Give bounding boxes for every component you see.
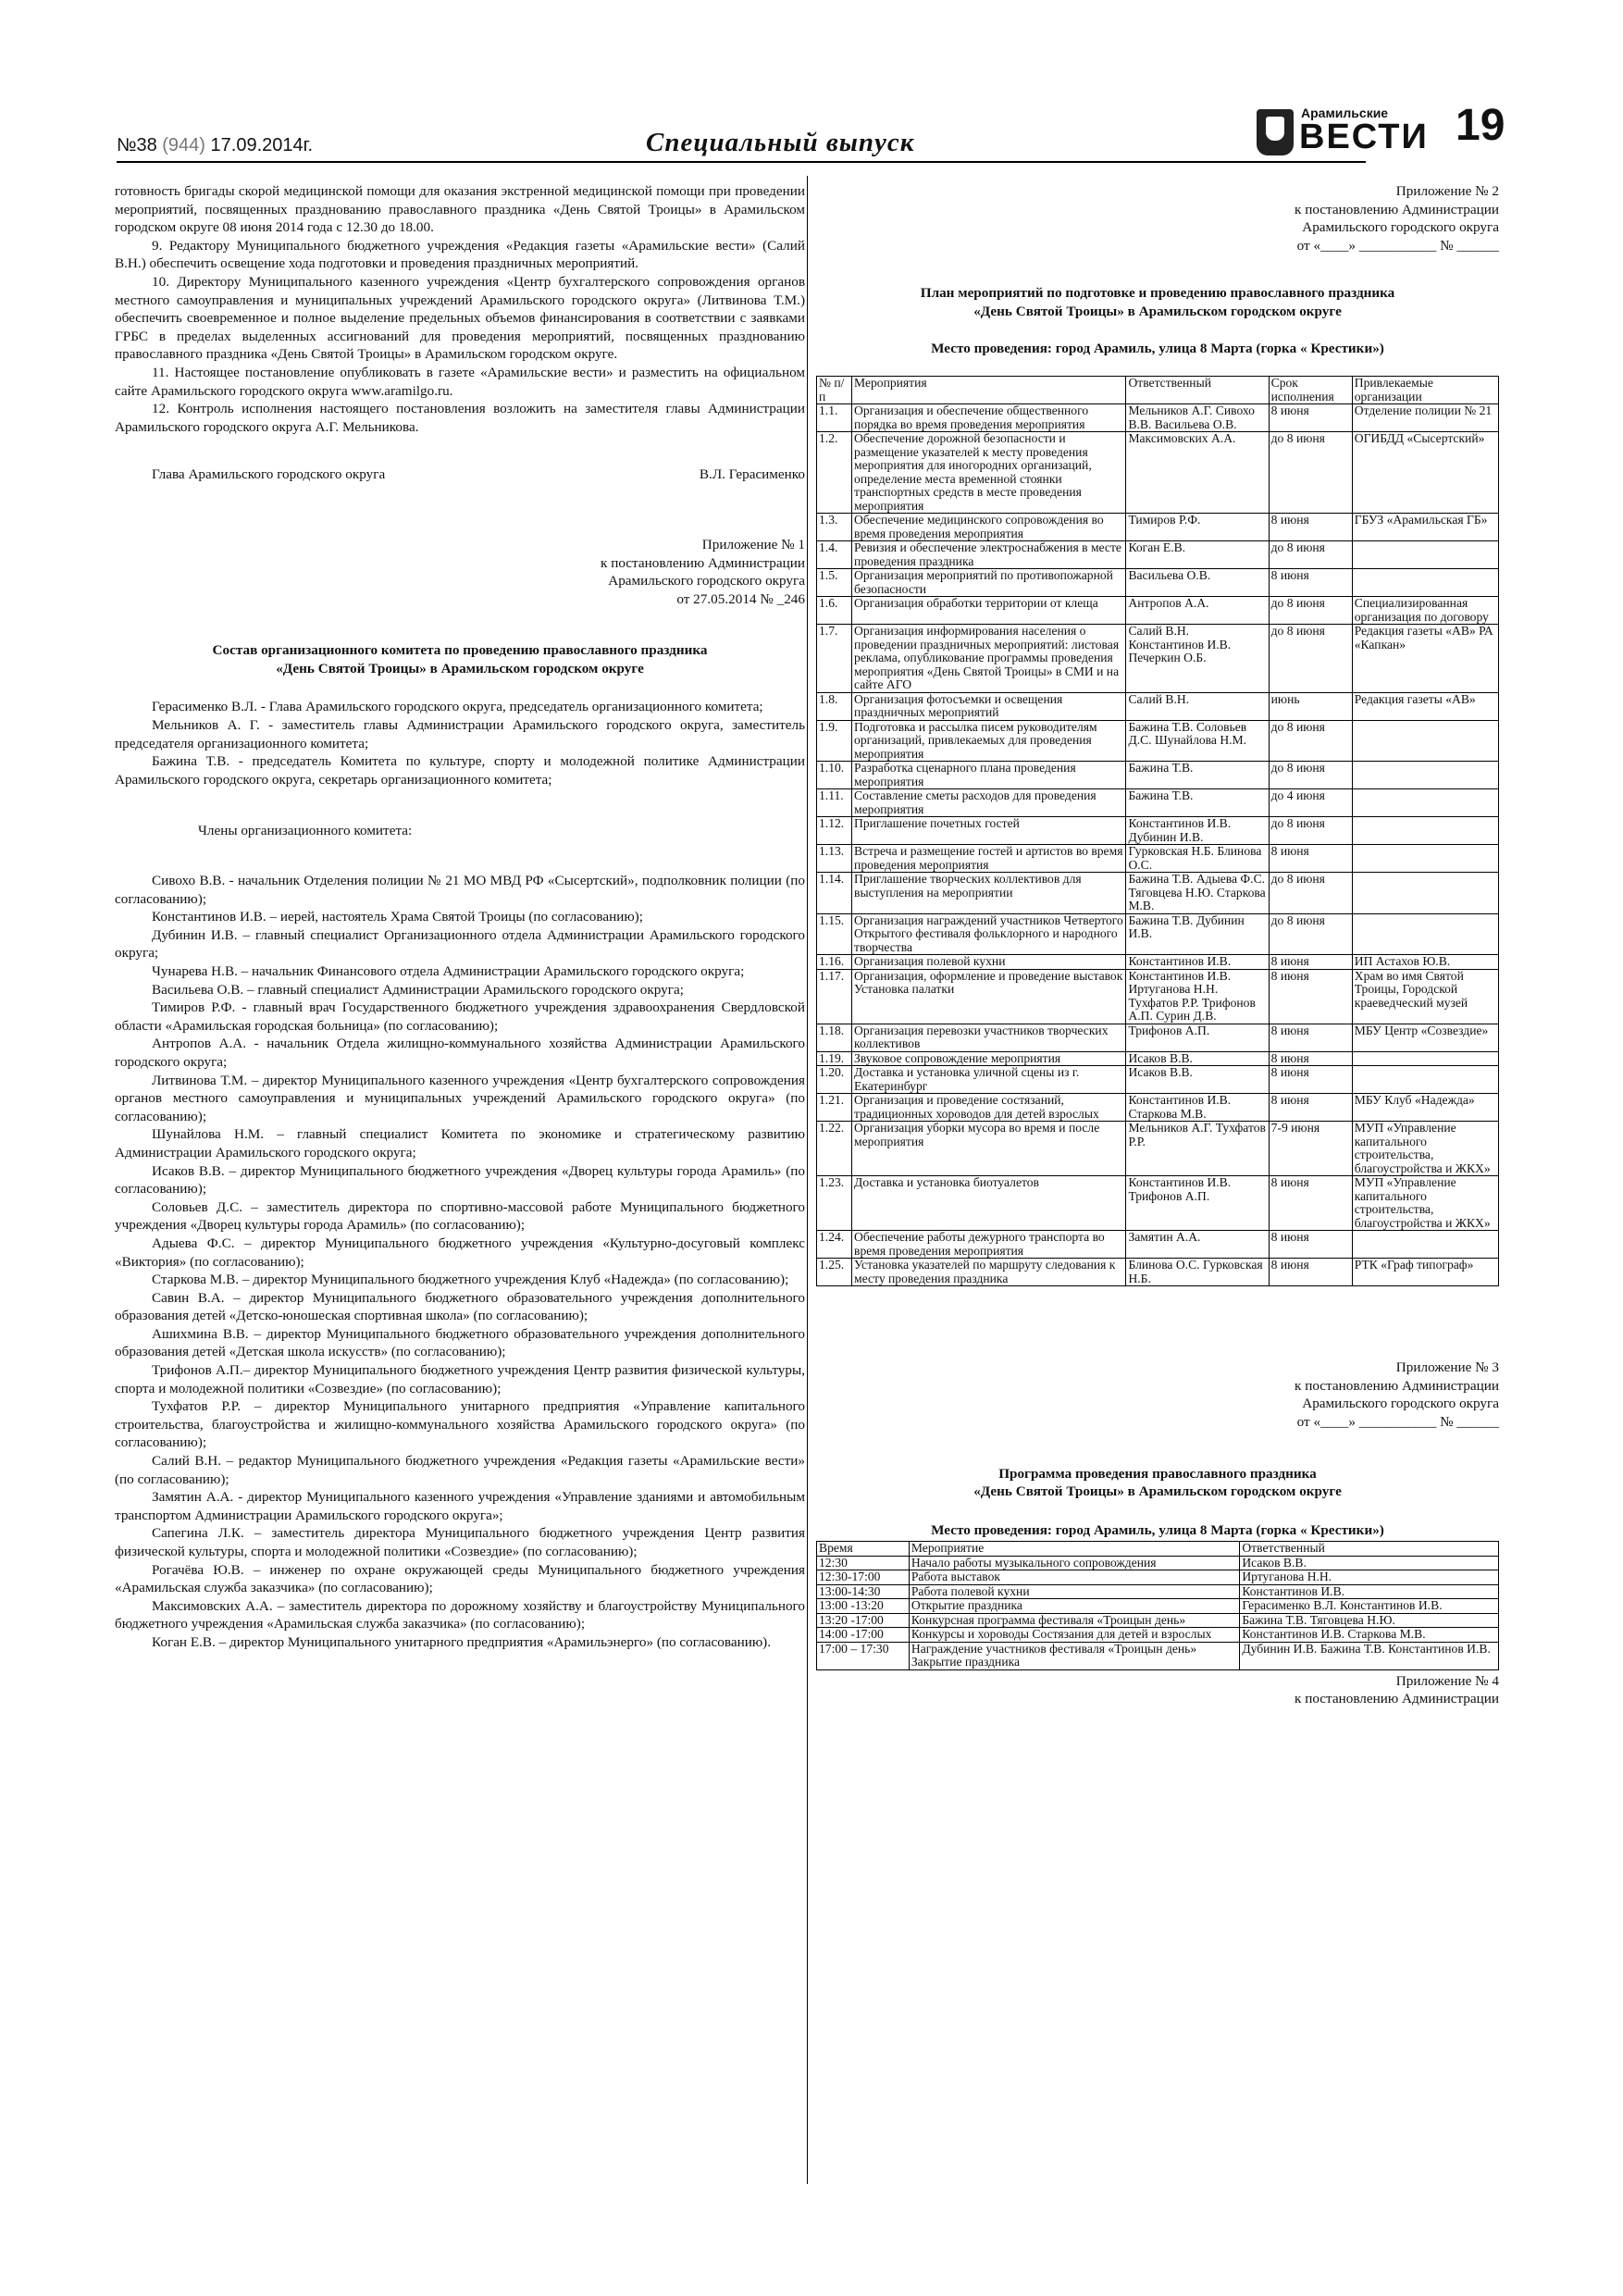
table-cell: до 8 июня [1269,541,1352,569]
table-cell: 1.11. [817,789,852,817]
table-cell: 1.15. [817,913,852,955]
table-cell: ГБУЗ «Арамильская ГБ» [1352,514,1498,541]
table-cell: Конкурсы и хороводы Состязания для детей и взрослых [909,1628,1239,1643]
table-cell: до 8 июня [1269,873,1352,914]
table-cell [1352,817,1498,845]
program-table-row [817,1556,1499,1570]
decree-paragraph: готовность бригады скорой медицинской помощи для оказания экстренной медицинской помощи при проведении мероприятий, посвященных празднованию православного праздника «День Святой Троицы» в Арамильском городском округе 08 июня 2014 года с 12.30 до 18.00. [115,183,805,236]
appendix-2-label: Приложение № 2 [1395,183,1499,199]
table-cell [1352,789,1498,817]
table-cell: Организация награждений участников Четвертого Открытого фестиваля фольклорного и народного творчества [852,913,1126,955]
table-cell: Антропов А.А. [1126,597,1269,625]
plan-title-line: План мероприятий по подготовке и проведению православного праздника [920,285,1395,302]
program-table [816,1541,1499,1670]
committee-member: Константинов И.В. – иерей, настоятель Храма Святой Троицы (по согласованию); [152,909,643,925]
committee-leader: Мельников А. Г. - заместитель главы Администрации Арамильского городского округа, заместитель председателя организационного комитета; [115,717,805,751]
table-cell: Бажина Т.В. Тяговцева Н.Ю. [1240,1613,1499,1628]
table-cell: Доставка и установка уличной сцены из г. Екатеринбург [852,1066,1126,1094]
table-cell: 13:00-14:30 [817,1584,910,1599]
signature-line [152,465,805,484]
committee-member: Салий В.Н. – редактор Муниципального бюджетного учреждения «Редакция газеты «Арамильские вести» (по согласованию); [115,1453,805,1487]
table-cell: 8 июня [1269,1024,1352,1051]
table-cell: 1.21. [817,1094,852,1122]
header-rule [117,161,1366,163]
table-cell: Бажина Т.В. Соловьев Д.С. Шунайлова Н.М. [1126,720,1269,762]
table-cell: Иртуганова Н.Н. [1240,1570,1499,1585]
column-header: Ответственный [1126,377,1269,404]
program-table-header [817,1542,1499,1557]
committee-member: Трифонов А.П.– директор Муниципального бюджетного учреждения Центр развития физической культуры, спорта и молодежной политики «Созвездие» (по согласованию); [115,1362,805,1396]
table-cell: 1.7. [817,625,852,693]
committee-member: Литвинова Т.М. – директор Муниципального казенного учреждения «Центр бухгалтерского сопровождения органов местного самоуправления и муниципальных учреждений Арамильского городского округа» (по согласованию); [115,1072,805,1124]
table-cell: 1.12. [817,817,852,845]
table-cell: Дубинин И.В. Бажина Т.В. Константинов И.В. [1240,1642,1499,1669]
signature-name: В.Л. Герасименко [699,466,805,483]
committee-member: Дубинин И.В. – главный специалист Организационного отдела Администрации Арамильского городского округа; [115,926,805,962]
plan-table-header [817,377,1499,404]
signature-title: Глава Арамильского городского округа [152,466,386,483]
appendix-4-label: Приложение № 4 [1395,1672,1499,1689]
appendix-2-line: к постановлению Администрации [1295,201,1499,217]
column-header: Привлекаемые организации [1352,377,1498,404]
table-cell: Начало работы музыкального сопровождения [909,1556,1239,1570]
committee-leader: Бажина Т.В. - председатель Комитета по культуре, спорту и молодежной политике Администрации Арамильского городского округа, секретарь организационного комитета; [115,753,805,788]
table-cell: 1.13. [817,845,852,873]
table-cell: Приглашение творческих коллективов для выступления на мероприятии [852,873,1126,914]
plan-table-row [817,541,1499,569]
plan-table-row [817,514,1499,541]
plan-table-row [817,1094,1499,1122]
table-cell: Храм во имя Святой Троицы, Городской краеведческий музей [1352,969,1498,1024]
table-cell: 1.8. [817,692,852,720]
committee-title-line: Состав организационного комитета по проведению православного праздника [212,642,708,659]
table-cell: Блинова О.С. Гурковская Н.Б. [1126,1259,1269,1286]
plan-table-row [817,692,1499,720]
plan-table-row [817,720,1499,762]
plan-table-row [817,845,1499,873]
plan-table-row [817,404,1499,432]
members-heading: Члены организационного комитета: [198,823,413,839]
table-cell: Гурковская Н.Б. Блинова О.С. [1126,845,1269,873]
program-table-row [817,1570,1499,1585]
table-cell: ИП Астахов Ю.В. [1352,955,1498,970]
table-cell: 13:00 -13:20 [817,1599,910,1614]
table-cell: Замятин А.А. [1126,1231,1269,1259]
table-cell: Встреча и размещение гостей и артистов во время проведения мероприятия [852,845,1126,873]
plan-place: Место проведения: город Арамиль, улица 8 Марта (горка « Крестики») [931,340,1384,356]
committee-member: Антропов А.А. - начальник Отдела жилищно-коммунального хозяйства Администрации Арамильского городского округа; [115,1036,805,1070]
table-cell: до 4 июня [1269,789,1352,817]
table-cell: Работа выставок [909,1570,1239,1585]
table-cell: 1.3. [817,514,852,541]
newspaper-logo [1257,100,1442,155]
committee-member: Савин В.А. – директор Муниципального бюджетного образовательного учреждения дополнительного образования детей «Детско-юношеская спортивная школа» (по согласованию); [115,1289,805,1324]
table-cell: 1.14. [817,873,852,914]
table-cell: Организация обработки территории от клеща [852,597,1126,625]
plan-table-row [817,569,1499,597]
table-cell: Исаков В.В. [1240,1556,1499,1570]
table-cell: Организация и проведение состязаний, традиционных хороводов для детей взрослых [852,1094,1126,1122]
column-header: № п/п [817,377,852,404]
table-cell: 14:00 -17:00 [817,1628,910,1643]
logo-top-text: Арамильские [1301,105,1389,120]
table-cell: Открытие праздника [909,1599,1239,1614]
committee-member: Адыева Ф.С. – директор Муниципального бюджетного учреждения «Культурно-досуговый комплекс «Виктория» (по согласованию); [115,1235,805,1270]
table-cell: Организация, оформление и проведение выставок Установка палатки [852,969,1126,1024]
table-cell: Конкурсная программа фестиваля «Троицын день» [909,1613,1239,1628]
appendix-4-block [816,1672,1499,1708]
plan-table-row [817,1051,1499,1066]
table-cell: Тимиров Р.Ф. [1126,514,1269,541]
table-cell: 1.5. [817,569,852,597]
table-cell: Максимовских А.А. [1126,432,1269,514]
appendix-1-line: Арамильского городского округа [608,573,805,590]
table-cell: Салий В.Н. Константинов И.В. Печеркин О.Б. [1126,625,1269,693]
committee-member: Чунарева Н.В. – начальник Финансового отдела Администрации Арамильского городского округа; [152,963,745,979]
table-cell: Бажина Т.В. Адыева Ф.С. Тяговцева Н.Ю. Старкова М.В. [1126,873,1269,914]
committee-member: Сапегина Л.К. – заместитель директора Муниципального бюджетного учреждения Центр развития физической культуры, спорта и молодежной политики «Созвездие» (по согласованию); [115,1525,805,1559]
committee-members [115,872,805,1652]
table-cell: Обеспечение работы дежурного транспорта во время проведения мероприятия [852,1231,1126,1259]
plan-title [816,284,1499,320]
committee-leaders [115,698,805,788]
table-cell: 1.20. [817,1066,852,1094]
table-cell: Константинов И.В. [1240,1584,1499,1599]
committee-member: Тухфатов Р.Р. – директор Муниципального унитарного предприятия «Управление капитального строительства, благоустройства и жилищно-коммунального хозяйства Арамильского городского округа» (по согласованию); [115,1398,805,1451]
table-cell: Установка указателей по маршруту следования к месту проведения праздника [852,1259,1126,1286]
table-cell: до 8 июня [1269,817,1352,845]
table-cell: Салий В.Н. [1126,692,1269,720]
column-header: Время [817,1542,910,1557]
table-cell: 8 июня [1269,1066,1352,1094]
page-number: 19 [1456,101,1505,150]
plan-table-row [817,597,1499,625]
table-cell: Обеспечение дорожной безопасности и размещение указателей к месту проведения мероприятия для иногородних организаций, определение места временной стоянки транспортных средств в месте проведения мероприятия [852,432,1126,514]
column-header: Срок исполнения [1269,377,1352,404]
plan-table-row [817,625,1499,693]
program-title-line: «День Святой Троицы» в Арамильском городском округе [973,1483,1342,1500]
table-cell: Организация информирования населения о проведении праздничных мероприятий: листовая реклама, опубликование программы проведения мероприятия «День Святой Троицы» в СМИ и на сайте АГО [852,625,1126,693]
table-cell: Бажина Т.В. [1126,789,1269,817]
table-cell: ОГИБДД «Сысертский» [1352,432,1498,514]
issue-date: 17.09.2014г. [210,135,314,155]
table-cell: 8 июня [1269,1231,1352,1259]
plan-table-row [817,1259,1499,1286]
column-header: Ответственный [1240,1542,1499,1557]
table-cell: 1.18. [817,1024,852,1051]
table-cell [1352,541,1498,569]
plan-table-row [817,1231,1499,1259]
table-cell: 1.19. [817,1051,852,1066]
table-cell: Доставка и установка биотуалетов [852,1176,1126,1231]
table-cell: 8 июня [1269,969,1352,1024]
table-cell [1352,1066,1498,1094]
table-cell: Редакция газеты «АВ» [1352,692,1498,720]
appendix-3-label: Приложение № 3 [1395,1359,1499,1376]
appendix-2-block [816,182,1499,254]
table-cell: Отделение полиции № 21 [1352,404,1498,432]
plan-title-line: «День Святой Троицы» в Арамильском городском округе [973,303,1342,319]
table-cell: 8 июня [1269,1259,1352,1286]
program-title [816,1465,1499,1501]
table-cell: Мельников А.Г. Сивохо В.В. Васильева О.В. [1126,404,1269,432]
table-cell: Константинов И.В. [1126,955,1269,970]
appendix-3-line: Арамильского городского округа [1302,1396,1499,1412]
table-cell: Васильева О.В. [1126,569,1269,597]
table-cell: Подготовка и рассылка писем руководителям организаций, привлекаемых для проведения мероприятия [852,720,1126,762]
table-cell: Специализированная организация по договору [1352,597,1498,625]
table-cell: Организация и обеспечение общественного порядка во время проведения мероприятия [852,404,1126,432]
program-table-row [817,1599,1499,1614]
table-cell: Константинов И.В. Дубинин И.В. [1126,817,1269,845]
table-cell: 12:30-17:00 [817,1570,910,1585]
table-cell: Константинов И.В. Трифонов А.П. [1126,1176,1269,1231]
appendix-3-line: от «____» ___________ № ______ [1296,1413,1499,1430]
table-cell: Коган Е.В. [1126,541,1269,569]
table-cell: МБУ Центр «Созвездие» [1352,1024,1498,1051]
table-cell: Награждение участников фестиваля «Троицын день» Закрытие праздника [909,1642,1239,1669]
column-divider [807,176,808,2184]
table-cell: до 8 июня [1269,913,1352,955]
table-cell: до 8 июня [1269,432,1352,514]
table-cell: 1.25. [817,1259,852,1286]
program-table-row [817,1584,1499,1599]
table-cell: 8 июня [1269,1094,1352,1122]
table-cell: 8 июня [1269,955,1352,970]
decree-paragraph: 12. Контроль исполнения настоящего постановления возложить на заместителя главы Администрации Арамильского городского округа А.Г. Мельникова. [115,401,805,435]
appendix-2-line: от «____» ___________ № ______ [1296,237,1499,254]
program-title-line: Программа проведения православного праздника [998,1465,1317,1482]
table-cell [1352,913,1498,955]
table-cell: 1.23. [817,1176,852,1231]
section-title: Специальный выпуск [646,128,915,157]
committee-member: Сивохо В.В. - начальник Отделения полиции № 21 МО МВД РФ «Сысертский», подполковник полиции (по согласованию); [115,873,805,907]
appendix-1-label: Приложение № 1 [701,536,805,552]
table-cell: 8 июня [1269,1176,1352,1231]
plan-table-row [817,913,1499,955]
committee-member: Коган Е.В. – директор Муниципального унитарного предприятия «Арамильэнерго» (по согласованию). [152,1633,772,1650]
table-cell: Обеспечение медицинского сопровождения во время проведения мероприятия [852,514,1126,541]
table-cell: 8 июня [1269,404,1352,432]
page-header [109,100,1516,165]
program-place: Место проведения: город Арамиль, улица 8 Марта (горка « Крестики») [931,1521,1384,1538]
table-cell: 1.10. [817,762,852,789]
plan-table-row [817,817,1499,845]
table-cell: Бажина Т.В. Дубинин И.В. [1126,913,1269,955]
table-cell: МУП «Управление капитального строительства, благоустройства и ЖКХ» [1352,1122,1498,1176]
table-cell: 1.16. [817,955,852,970]
table-cell [1352,1231,1498,1259]
plan-table-row [817,1122,1499,1176]
appendix-2-line: Арамильского городского округа [1302,219,1499,236]
table-cell: до 8 июня [1269,762,1352,789]
coat-of-arms-icon [1257,109,1294,155]
table-cell: до 8 июня [1269,597,1352,625]
table-cell: МУП «Управление капитального строительства, благоустройства и ЖКХ» [1352,1176,1498,1231]
table-cell: 1.6. [817,597,852,625]
table-cell: 8 июня [1269,514,1352,541]
table-cell: Константинов И.В. Старкова М.В. [1240,1628,1499,1643]
issue-total-number: (944) [162,135,205,155]
decree-paragraph: 11. Настоящее постановление опубликовать в газете «Арамильские вести» и разместить на официальном сайте Арамильского городского округа www.aramilgo.ru. [115,364,805,399]
logo-brand-text: ВЕСТИ [1299,118,1429,156]
committee-member: Ашихмина В.В. – директор Муниципального бюджетного образовательного учреждения дополнительного образования детей «Детская школа искусств» (по согласованию); [115,1325,805,1360]
table-cell: Исаков В.В. [1126,1066,1269,1094]
table-cell: МБУ Клуб «Надежда» [1352,1094,1498,1122]
table-cell: Приглашение почетных гостей [852,817,1126,845]
table-cell: 17:00 – 17:30 [817,1642,910,1669]
table-cell: до 8 июня [1269,720,1352,762]
table-cell: 1.4. [817,541,852,569]
issue-number: №38 [117,135,157,155]
committee-member: Соловьев Д.С. – заместитель директора по спортивно-массовой работе Муниципального бюджетного учреждения «Дворец культуры города Арамиль» (по согласованию); [115,1198,805,1234]
table-cell: Организация мероприятий по противопожарной безопасности [852,569,1126,597]
table-cell [1352,720,1498,762]
table-cell: Мельников А.Г. Тухфатов Р.Р. [1126,1122,1269,1176]
program-table-row [817,1642,1499,1669]
plan-table-row [817,873,1499,914]
table-cell: Организация уборки мусора во время и после мероприятия [852,1122,1126,1176]
appendix-4-line: к постановлению Администрации [1295,1691,1499,1707]
table-cell: 8 июня [1269,845,1352,873]
table-cell: Константинов И.В. Старкова М.В. [1126,1094,1269,1122]
committee-title [115,641,805,677]
table-cell: Исаков В.В. [1126,1051,1269,1066]
table-cell: до 8 июня [1269,625,1352,693]
committee-leader: Герасименко В.Л. - Глава Арамильского городского округа, председатель организационного комитета; [152,699,763,715]
appendix-3-line: к постановлению Администрации [1295,1377,1499,1394]
table-cell: Трифонов А.П. [1126,1024,1269,1051]
table-cell [1352,569,1498,597]
column-header: Мероприятие [909,1542,1239,1557]
table-cell: 12:30 [817,1556,910,1570]
plan-table-row [817,1066,1499,1094]
table-cell: 1.2. [817,432,852,514]
decree-paragraphs [115,182,805,436]
program-table-row [817,1628,1499,1643]
left-column [115,182,805,1652]
committee-member: Рогачёва Ю.В. – инженер по охране окружающей среды Муниципального бюджетного учреждения «Арамильская служба заказчика» (по согласованию); [115,1561,805,1596]
table-cell: Организация перевозки участников творческих коллективов [852,1024,1126,1051]
committee-member: Максимовских А.А. – заместитель директора по дорожному хозяйству и благоустройству Муниципального бюджетного учреждения «Арамильская служба заказчика» (по согласованию); [115,1597,805,1632]
table-cell: 1.9. [817,720,852,762]
column-header: Мероприятия [852,377,1126,404]
committee-member: Васильева О.В. – главный специалист Администрации Арамильского городского округа; [152,981,684,998]
table-cell: 1.24. [817,1231,852,1259]
program-table-row [817,1613,1499,1628]
plan-table-row [817,789,1499,817]
table-cell [1352,845,1498,873]
table-cell: Бажина Т.В. [1126,762,1269,789]
appendix-1-block [115,536,805,608]
table-cell: Составление сметы расходов для проведения мероприятия [852,789,1126,817]
table-cell: Организация полевой кухни [852,955,1126,970]
table-cell: Редакция газеты «АВ» РА «Капкан» [1352,625,1498,693]
appendix-1-line: от 27.05.2014 № _246 [676,590,805,607]
table-cell: 1.17. [817,969,852,1024]
table-cell: Константинов И.В. Иртуганова Н.Н. Тухфатов Р.Р. Трифонов А.П. Сурин Д.В. [1126,969,1269,1024]
appendix-1-line: к постановлению Администрации [601,554,805,571]
table-cell: 7-9 июня [1269,1122,1352,1176]
committee-member: Старкова М.В. – директор Муниципального бюджетного учреждения Клуб «Надежда» (по согласованию); [152,1272,789,1288]
plan-table [816,376,1499,1286]
plan-table-row [817,1176,1499,1231]
table-cell: Организация фотосъемки и освещения праздничных мероприятий [852,692,1126,720]
right-column [816,182,1499,1708]
table-cell: Звуковое сопровождение мероприятия [852,1051,1126,1066]
committee-member: Замятин А.А. - директор Муниципального казенного учреждения «Управление зданиями и автомобильным транспортом Администрации Арамильского городского округа»; [115,1489,805,1523]
table-cell: Ревизия и обеспечение электроснабжения в месте проведения праздника [852,541,1126,569]
plan-table-row [817,762,1499,789]
decree-paragraph: 10. Директору Муниципального казенного учреждения «Центр бухгалтерского сопровождения органов местного самоуправления и муниципальных учреждений Арамильского городского округа» (Литвинова Т.М.) обеспечить своевременное и полное выделение предельных объемов финансирования в соответствии с заявками ГРБС в пределах выделенных ассигнований для проведения мероприятий, посвященных празднованию православного праздника «День Святой Троицы» в Арамильском городском округе. [115,273,805,363]
plan-table-row [817,432,1499,514]
appendix-3-block [816,1359,1499,1431]
table-cell: Работа полевой кухни [909,1584,1239,1599]
table-cell: 1.1. [817,404,852,432]
table-cell [1352,873,1498,914]
committee-title-line: «День Святой Троицы» в Арамильском городском округе [276,660,644,676]
decree-paragraph: 9. Редактору Муниципального бюджетного учреждения «Редакция газеты «Арамильские вести» (Салий В.Н.) обеспечить освещение хода подготовки и проведения праздничных мероприятий. [115,237,805,272]
table-cell: РТК «Граф типограф» [1352,1259,1498,1286]
plan-table-row [817,1024,1499,1051]
committee-member: Шунайлова Н.М. – главный специалист Комитета по экономике и стратегическому развитию Администрации Арамильского городского округа; [115,1126,805,1160]
committee-member: Тимиров Р.Ф. - главный врач Государственного бюджетного учреждения здравоохранения Свердловской области «Арамильская городская больница» (по согласованию); [115,999,805,1034]
table-cell: июнь [1269,692,1352,720]
table-cell: 1.22. [817,1122,852,1176]
plan-table-row [817,969,1499,1024]
issue-info [117,135,313,156]
table-cell: Герасименко В.Л. Константинов И.В. [1240,1599,1499,1614]
table-cell [1352,762,1498,789]
table-cell: 8 июня [1269,1051,1352,1066]
committee-member: Исаков В.В. – директор Муниципального бюджетного учреждения «Дворец культуры города Арамиль» (по согласованию); [115,1162,805,1198]
table-cell: 13:20 -17:00 [817,1613,910,1628]
table-cell [1352,1051,1498,1066]
table-cell: Разработка сценарного плана проведения мероприятия [852,762,1126,789]
table-cell: 8 июня [1269,569,1352,597]
plan-table-row [817,955,1499,970]
